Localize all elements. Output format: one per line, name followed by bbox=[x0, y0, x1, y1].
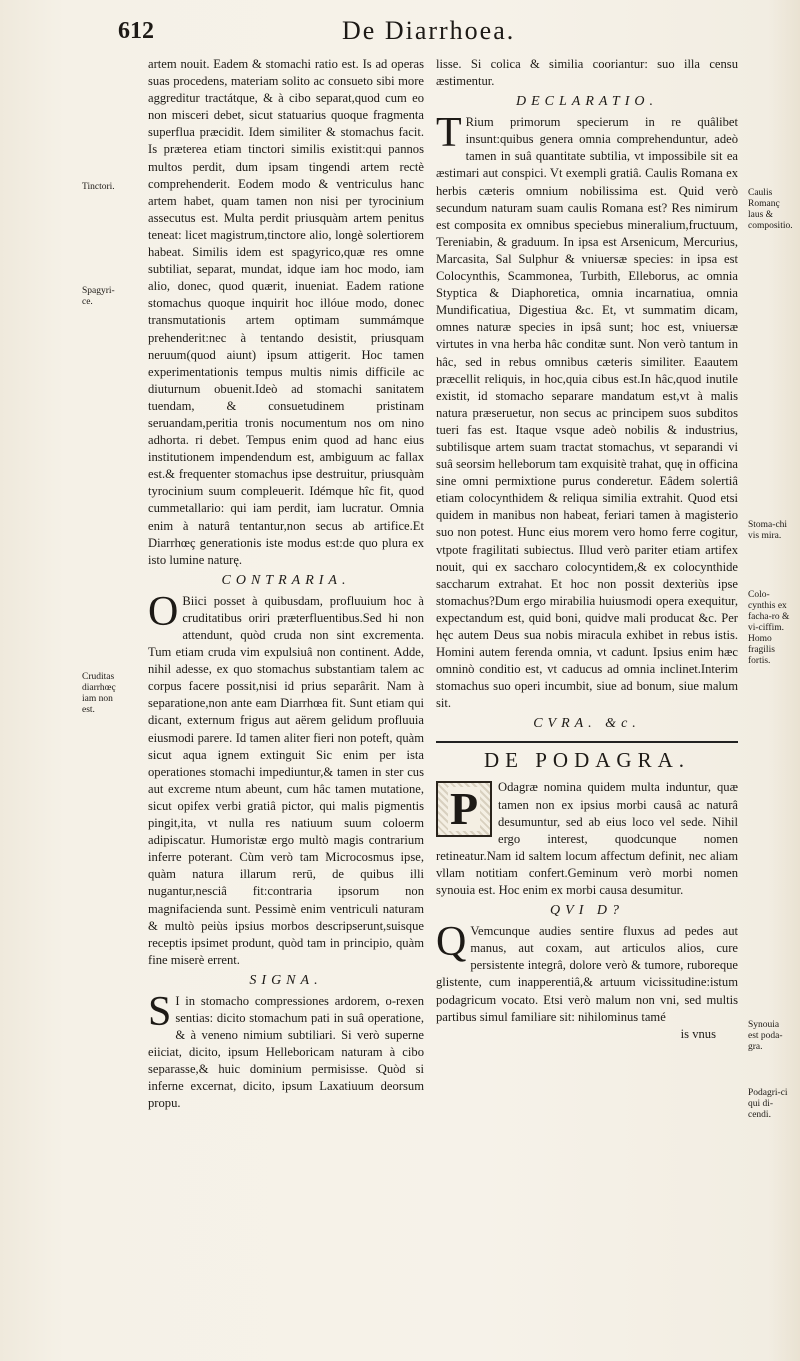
running-title: De Diarrhoea. bbox=[342, 16, 516, 45]
page-number: 612 bbox=[118, 18, 154, 44]
podagra-text: Odagræ nomina quidem multa induntur, quæ tamen non ex ipsius morbi causâ ac naturâ desumuntur, sed ab eius loco vel sede. Nihil ergo interest, quodcunque nomen retineatur.Nam id saltem locum affectum definit, nec aliam vllam notitiam confert.Geminum verò morbi nomen synouia est. Hoc enim ex morbi causa desumitur. bbox=[436, 780, 738, 898]
drop-cap-t: T bbox=[436, 110, 462, 157]
heading-qui: QVI D? bbox=[550, 903, 624, 919]
margin-note-spagyrice: Spagyri-ce. bbox=[82, 286, 115, 307]
paragraph-qui bbox=[436, 919, 738, 1026]
drop-cap-s: S bbox=[148, 988, 172, 1035]
margin-note-stomachi: Stoma-chi vis mira. bbox=[748, 520, 788, 541]
margin-note-tinctori: Tinctori. bbox=[82, 182, 115, 192]
signa-text: I in stomacho compressiones ardorem, o-rexen sentias: dicito stomachum pati in suâ operatione, & à veneno nimium subtiliari. Si verò superne eiiciat, dicito, ipsum Helleboricam naturam à cibo separasse,& huic dominium permisisse. Quòd si inferne excernat, dicito, ipsum Laxatiuum deorsum propu. bbox=[148, 993, 424, 1111]
drop-cap-o: O bbox=[148, 588, 179, 635]
ornamental-initial-p: P bbox=[436, 781, 492, 837]
declaratio-text: Rium primorum specierum in re quâlibet insunt:quibus genera omnia comprehenduntur, adeò tamen in suâ quantitate subtilia, vt impossibile sit ea æstimari aut conspici. Vt exempli gratiâ. Caulis Romana ex herbis cæteris omnium nobilissima est. Quid verò secundum naturam suam caulis Romana est? Res nimirum est composita ex omnibus speciebus mineralium,fructuum, Tereniabin, & graduum. In ipsa est Arsenicum, Mercurius, Marcasita, Sal Sulphur & vniuersæ species: in ipsa est Colocynthis, Scammonea, Turbith, Elleborus, ac omnia Styptica & Diaphoretica, omnia incarnatiua, omnia Mundificatiua, Digestiua &c. Et, vt summatim dicam, omnes naturæ species in ipsâ sunt; hoc est, vniuersæ virtutes in vna herba hâc conditæ sunt. Non verò tantum in hâc, sed in rebus omnibus cæteris similiter. Eaautem præcellit reliquis, in hoc,quia cibus est.In hâc,quod inutile existit, id stomacho separare mandatum est,vt à malis natura præseruetur, non secus ac principem suos subditos tueri fas est. Itaque vsque adeò nobilis & industrius, subtilisque artem suam tractat stomachus, vt separandi vi suâ seorsim helleborum tam exquisitè trahat, quę in officina sine omni permixtione purus conderetur. Eâdem solertiâ etiam colocynthidem & reliqua similia extrahit. Quod etsi quidem in manibus non habeat, feriari tamen à magisterio suo non potest. Hunc eius morem vero homo ferre cogitur, vtpote fragilitati subiectus. Illud verò pariter etiam artifex nouit, qui ex saccharo colocyntidem,& ex colocynthide saccharum extrahat. Et hoc non possit dexteriùs ipse stomachus?Dum ergo mirabilia huiusmodi opera exequitur, expectandum est, quid boni, quidve mali producat &c. Per hęc autem Deus sua nobis miracula exhibet in rebus istis. Homini autem ferenda omnia, vt cadunt. Ipsius enim hæc omninò conditio est, vt caducus ad omnia inclinet.Interim stomachus suo operi incumbit, siue ad bonum, siue malum sit. bbox=[436, 115, 738, 711]
right-column bbox=[436, 56, 738, 1043]
margin-note-caulis: Caulis Romanç laus & compositio. bbox=[748, 188, 793, 231]
paragraph-declaratio bbox=[436, 110, 738, 712]
paragraph-podagra bbox=[436, 779, 738, 899]
heading-contraria: CONTRARIA. bbox=[221, 572, 351, 588]
drop-cap-q: Q bbox=[436, 919, 467, 966]
margin-note-synouia: Synouia est poda-gra. bbox=[748, 1020, 783, 1052]
paragraph-signa bbox=[148, 988, 424, 1113]
catchword: is vnus bbox=[680, 1026, 716, 1041]
margin-note-colocynthis: Colo-cynthis ex facha-ro & vi-ciffim. Homo fragilis fortis. bbox=[748, 590, 790, 666]
heading-cura: CVRA. &c. bbox=[533, 716, 641, 732]
margin-note-podagrici: Podagri-ci qui di-cendi. bbox=[748, 1088, 788, 1120]
paragraph-contraria bbox=[148, 588, 424, 969]
heading-declaratio: DECLARATIO. bbox=[516, 94, 658, 110]
qui-text: Vemcunque audies sentire fluxus ad pedes aut manus, aut coxam, aut articulos alios, cure persistente integrâ, dolore verò & tumore, ruboreque glistente, cum inapperentiâ,& artuum vicissitudine:istum podagricum vocato. Etsi verò malum non vni, sed multis partibus simul familiare sit: nihilominus tamé bbox=[436, 924, 738, 1024]
left-column bbox=[148, 56, 424, 1113]
margin-note-cruditas: Cruditas diarrhœç iam non est. bbox=[82, 672, 116, 715]
chapter-title-podagra: DE PODAGRA. bbox=[436, 741, 738, 773]
paragraph-colica: lisse. Si colica & similia cooriantur: suo illa censu æstimentur. bbox=[436, 57, 738, 89]
heading-signa: SIGNA. bbox=[249, 972, 323, 988]
contraria-text: Biici posset à quibusdam, profluuium hoc à cruditatibus oriri præterfluentibus.Sed hi non attendunt, quòd cruda non sint excrementa. Tum etiam cruda vim expulsiuâ non continent. Adde, nihil adesse, ex quo stomachus substantiam talem ac corpus facere possit,nisi id prius separârit. Nam à separatione,non ante eam Diarrhœa fit. Sunt etiam qui dicant, externum frigus aut aërem gelidum profluuia eiusmodi parere. Id tamen aliter fieri non poteft, quàm sicut aqua ignem extinguit Sic enim per ista operationes stomachi impediuntur,& tamen in ster cus aut excreme ntum abeunt, cum hâc tamen mutatione, sicut opifex verbi gratiâ pictor, qui malis pigmentis pingit,ita, vt nulla res natiuum suum coloerm adipiscatur. Humoristæ ergo multò magis contrarium inferre poterant. Cùm verò tam Microcosmus ipse, quàm natura illarum rerū, de quibus illi nugantur,nesciâ fit:contraria ipsorum non magnifacienda sunt. Pessimè enim ventriculi naturam & multò peiùs ipsius morbos descripserunt,suisque receptis ipsimet produnt, quòd tam in principio, quàm fine miserè errent. bbox=[148, 593, 424, 967]
paragraph-stomachi-ratio: artem nouit. Eadem & stomachi ratio est. Is ad operas suas procedens, materiam solito ac consueto sibi more aggreditur tractátque, & à cibo separat,quod cum eo non misceri debet, sicut statuarius quoque fragmenta superflua præcidit. Idem similiter & stomachus facit. Is præterea etiam tinctori similis existit:qui pannos multos perdit, dum ipsam tingendi artem rectè comprehenderit. Eodem modo & ventriculus hanc artem habet, quam tamen non nisi per tyrocinium assecutus est. Multa perdit priusquàm artem penitus teneat: licet magistrum,tinctore alio, longè solertiorem habeat. Similis idem est spagyrico,quæ res omne subtiliat, separat, mundat, idque iam hoc modo, iam alio, donec, quod quærit, inueniat. Eadem ratione stomachus quoque inquirit hoc illóue modo, donec transmutationis artem optimam summámque prehenderit:nec à tentando desistit, priusquam neruum(quod aiunt) ipsum attigerit. Hoc tamen experimentationis tempus multis nimis difficile ac diuturnum obuenit.Ideò ad stomachi sanitatem tuendam, & consuetudinem pristinam seruandam,peritia tronis nocumentum nos om nino adhorta. ri debet. Tempus enim quod ad hanc eius institutionem impendendum est, ambiguum ac fallax est.& frequenter stomachus ipse destruitur, priusquàm tyrocinium suum compleuerit. Idémque hîc fit, quod cummetallario: qui iam perdit, iam lucratur. Omnia enim à naturâ tentantur,non secus ab artifice.Et Diarrhœç generationis iste modus est:de quo plura ex isto lumine naturę. bbox=[148, 57, 424, 567]
page-header bbox=[118, 14, 758, 54]
